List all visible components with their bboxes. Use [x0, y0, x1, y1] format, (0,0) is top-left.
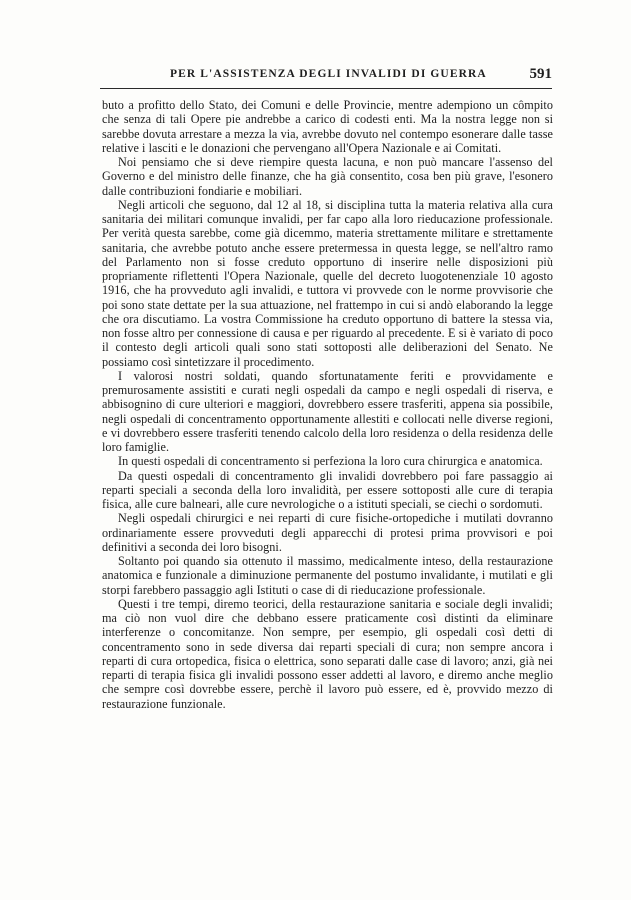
paragraph-special-wards: Da questi ospedali di concentramento gli invalidi dovrebbero poi fare passaggio ai reparti speciali a seconda della loro invalidità, per essere sottoposti alle cure di terapia fisica, alle cure balneari, alle cure nevrologiche o a istituti speciali, se ciechi o sordomuti. [102, 468, 553, 511]
running-title: PER L'ASSISTENZA DEGLI INVALIDI DI GUERRA [170, 68, 487, 80]
paragraph-articles-12-18: Negli articoli che seguono, dal 12 al 18, si disciplina tutta la materia relativa alla cura sanitaria dei militari comunque invalidi, per far capo alla loro rieducazione professionale. Per verità questa sarebbe, come già dicemmo, materia strettamente militare e strettamente sanitaria, che avrebbe potuto anche essere pretermessa in questa legge, se nell'altro ramo del Parlamento non si fosse creduto opportuno di inserire nelle disposizioni più propriamente riflettenti l'Opera Nazionale, quelle del decreto luogotenenziale 10 agosto 1916, che ha provveduto agli invalidi, e tuttora vi provvede con le norme provvisorie che poi sono state dettate per la sua attuazione, nel frattempo in cui si andò elaborando la legge che ora discutiamo. La vostra Commissione ha creduto opportuno di battere la stessa via, non fosse altro per connessione di causa e per riguardo al precedente. E si è variato di poco il contesto degli articoli quali sono stati sottoposti alle deliberazioni del Senato. Ne possiamo così sintetizzare il procedimento. [102, 197, 553, 369]
paragraph-concentration-hospitals: In questi ospedali di concentramento si perfeziona la loro cura chirurgica e anatomica. [118, 454, 543, 469]
page-number: 591 [529, 66, 552, 82]
paragraph-soldiers: I valorosi nostri soldati, quando sfortunatamente feriti e provvidamente e premurosamente assistiti e curati negli ospedali da campo e negli ospedali di riserva, e abbisognino di cure ulteriori e maggiori, dovrebbero essere trasferiti, appena sia possibile, negli ospedali di concentramento opportunamente allestiti e collocati nelle diverse regioni, e vi dovrebbero essere trasferiti tenendo calcolo della loro residenza o della residenza delle loro famiglie. [102, 368, 553, 454]
page-header [100, 66, 552, 86]
paragraph-lacuna: Noi pensiamo che si deve riempire questa lacuna, e non può mancare l'assenso del Governo e del ministro delle finanze, che ha già consentito, cosa ben più grave, l'esonero dalle contribuzioni fondiarie e mobiliari. [102, 155, 553, 198]
header-rule [100, 88, 552, 89]
paragraph-continuation: buto a profitto dello Stato, dei Comuni e delle Provincie, mentre adempiono un cômpito che senza di tali Opere pie andrebbe a carico di codesti enti. Ma la nostra legge non si sarebbe dovuta arrestare a mezza la via, avrebbe dovuto nel contempo esonerare dalle tasse relative i lasciti e le donazioni che pervengano all'Opera Nazionale e ai Comitati. [102, 98, 553, 155]
paragraph-prosthesis: Negli ospedali chirurgici e nei reparti di cure fisiche-ortopediche i mutilati dovranno ordinariamente essere provveduti degli apparecchi di protesi prima provvisori e poi definitivi a seconda dei loro bisogni. [102, 511, 553, 554]
body-text [102, 98, 553, 711]
paragraph-reeducation: Soltanto poi quando sia ottenuto il massimo, medicalmente inteso, della restaurazione anatomica e funzionale a diminuzione permanente del postumo invalidante, i mutilati e gli storpi farebbero passaggio agli Istituti o case di di rieducazione professionale. [102, 554, 553, 597]
paragraph-three-stages: Questi i tre tempi, diremo teorici, della restaurazione sanitaria e sociale degli invalidi; ma ciò non vuol dire che debbano essere praticamente così distinti da eliminare interferenze o concomitanze. Non sempre, per esempio, gli ospedali così detti di concentramento sono in sede diversa dai reparti speciali di cura; non sempre ancora i reparti di cura ortopedica, fisica o elettrica, sono separati dalle case di lavoro; anzi, già nei reparti di terapia fisica gli invalidi possono esser addetti al lavoro, e diremo anche meglio che sempre così dovrebbe essere, perchè il lavoro può essere, ed è, provvido mezzo di restaurazione funzionale. [102, 596, 553, 711]
